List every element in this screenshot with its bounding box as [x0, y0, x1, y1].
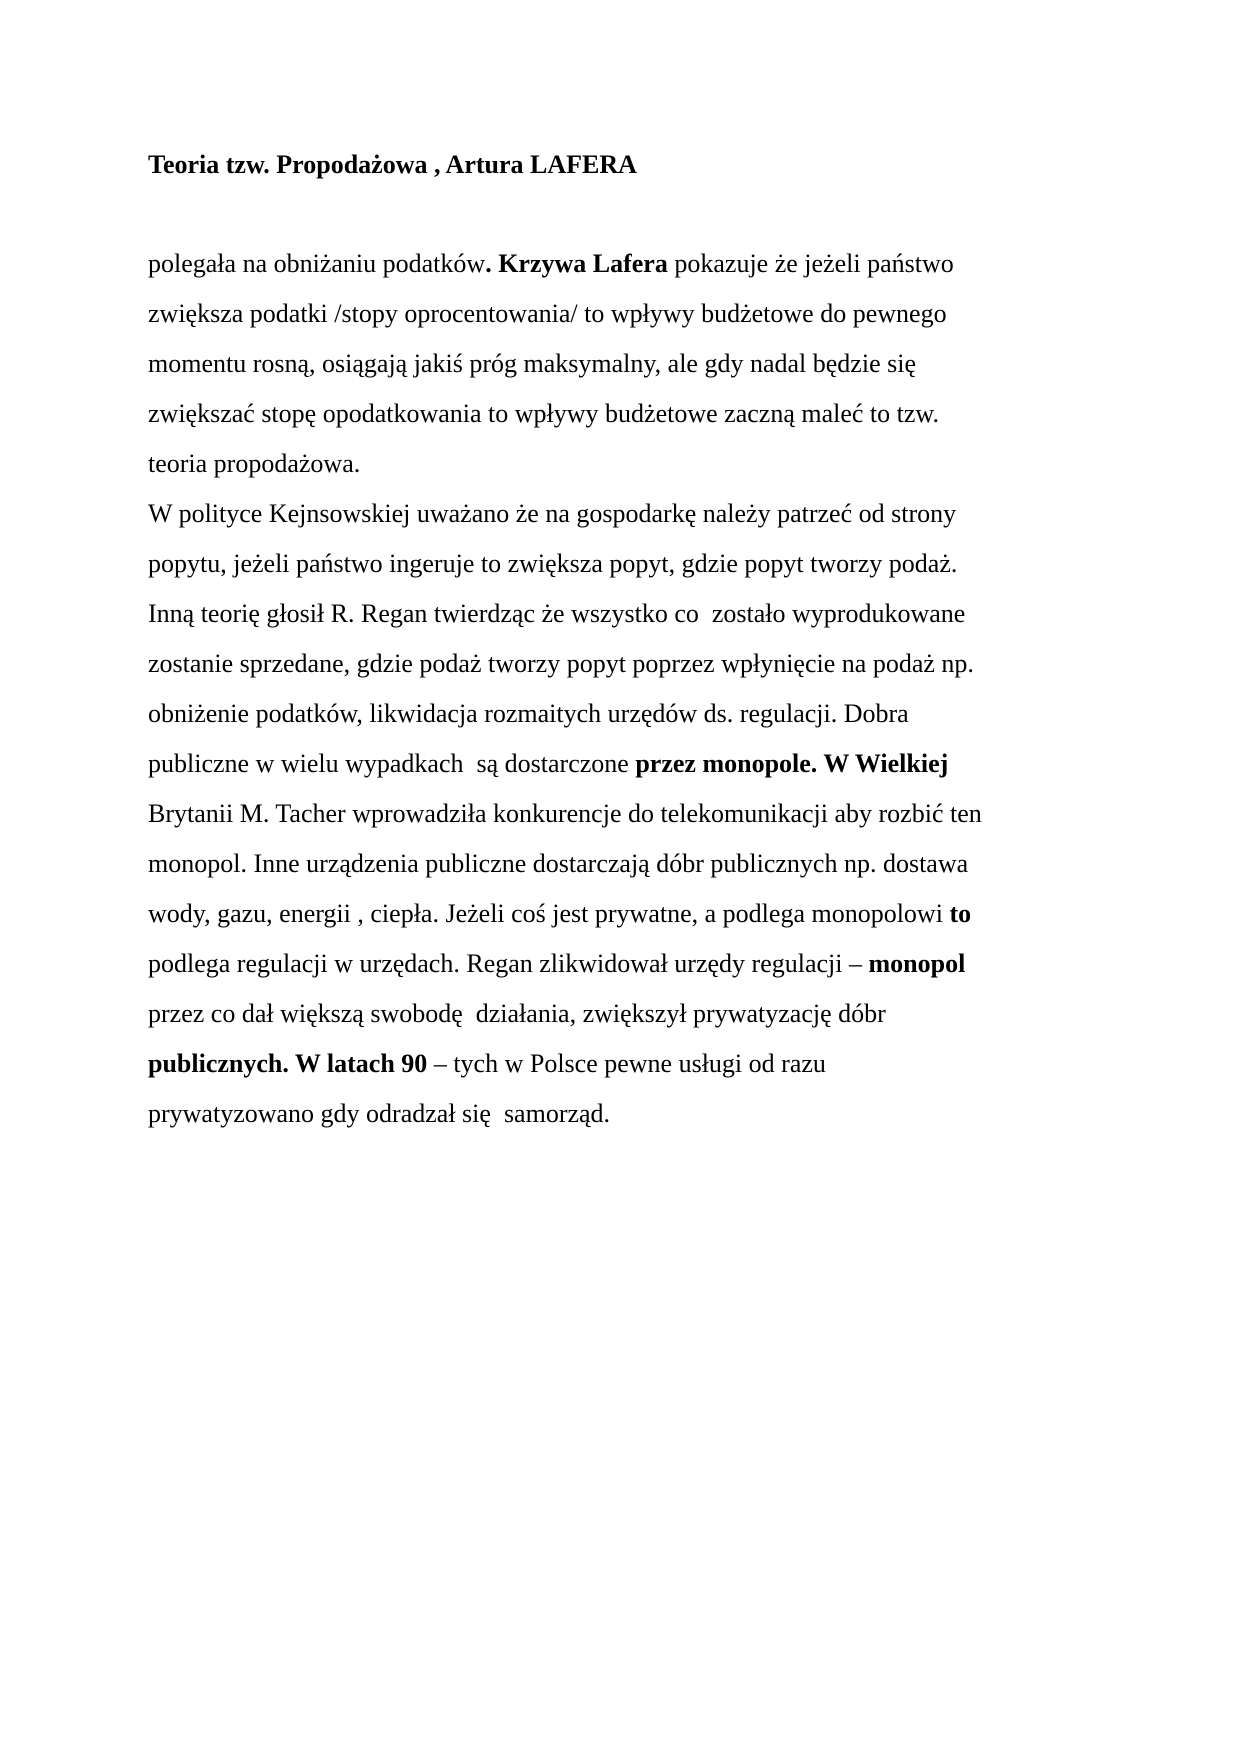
text-segment: podlega regulacji w urzędach. Regan zlikwidował urzędy regulacji –: [148, 949, 869, 978]
text-segment: zwiększać stopę opodatkowania to wpływy budżetowe zaczną maleć to tzw.: [148, 399, 940, 428]
text-line: [148, 294, 1108, 344]
text-line: [148, 644, 1108, 694]
text-line: [148, 694, 1108, 744]
text-segment: przez co dał większą swobodę działania, zwiększył prywatyzację dóbr: [148, 999, 886, 1028]
text-segment: zwiększa podatki /stopy oprocentowania/ to wpływy budżetowe do pewnego: [148, 299, 947, 328]
text-line: [148, 894, 1108, 944]
text-segment: publiczne w wielu wypadkach są dostarczone: [148, 749, 636, 778]
bold-text-segment: przez monopole. W Wielkiej: [635, 749, 949, 778]
text-segment: Inną teorię głosił R. Regan twierdząc że wszystko co zostało wyprodukowane: [148, 599, 966, 628]
text-line: [148, 444, 1108, 494]
bold-text-segment: publicznych. W latach 90: [148, 1049, 428, 1078]
text-line: [148, 344, 1108, 394]
text-line: [148, 1044, 1108, 1094]
text-segment: popytu, jeżeli państwo ingeruje to zwiększa popyt, gdzie popyt tworzy podaż.: [148, 549, 958, 578]
text-segment: prywatyzowano gdy odradzał się samorząd.: [148, 1099, 611, 1128]
text-line: [148, 844, 1108, 894]
text-line: [148, 794, 1108, 844]
text-line: [148, 594, 1108, 644]
bold-text-segment: monopol: [868, 949, 966, 978]
bold-text-segment: . Krzywa Lafera: [485, 249, 668, 278]
text-segment: Brytanii M. Tacher wprowadziła konkurencje do telekomunikacji aby rozbić ten: [148, 799, 982, 828]
text-segment: – tych w Polsce pewne usługi od razu: [427, 1049, 826, 1078]
text-segment: W polityce Kejnsowskiej uważano że na gospodarkę należy patrzeć od strony: [148, 499, 957, 528]
text-line: [148, 394, 1108, 444]
document-title: Teoria tzw. Propodażowa , Artura LAFERA: [148, 150, 637, 179]
text-line: [148, 994, 1108, 1044]
text-line: [148, 944, 1108, 994]
text-segment: zostanie sprzedane, gdzie podaż tworzy popyt poprzez wpłynięcie na podaż np.: [148, 649, 974, 678]
text-segment: teoria propodażowa.: [148, 449, 361, 478]
text-line: [148, 1094, 1108, 1144]
text-segment: polegała na obniżaniu podatków: [148, 249, 486, 278]
document-body: [148, 244, 1108, 1144]
text-segment: monopol. Inne urządzenia publiczne dostarczają dóbr publicznych np. dostawa: [148, 849, 969, 878]
text-line: [148, 744, 1108, 794]
text-line: [148, 494, 1108, 544]
text-segment: obniżenie podatków, likwidacja rozmaitych urzędów ds. regulacji. Dobra: [148, 699, 909, 728]
bold-text-segment: to: [949, 899, 972, 928]
text-line: [148, 244, 1108, 294]
text-line: [148, 544, 1108, 594]
text-segment: pokazuje że jeżeli państwo: [667, 249, 954, 278]
text-segment: momentu rosną, osiągają jakiś próg maksymalny, ale gdy nadal będzie się: [148, 349, 916, 378]
text-segment: wody, gazu, energii , ciepła. Jeżeli coś jest prywatne, a podlega monopolowi: [148, 899, 950, 928]
